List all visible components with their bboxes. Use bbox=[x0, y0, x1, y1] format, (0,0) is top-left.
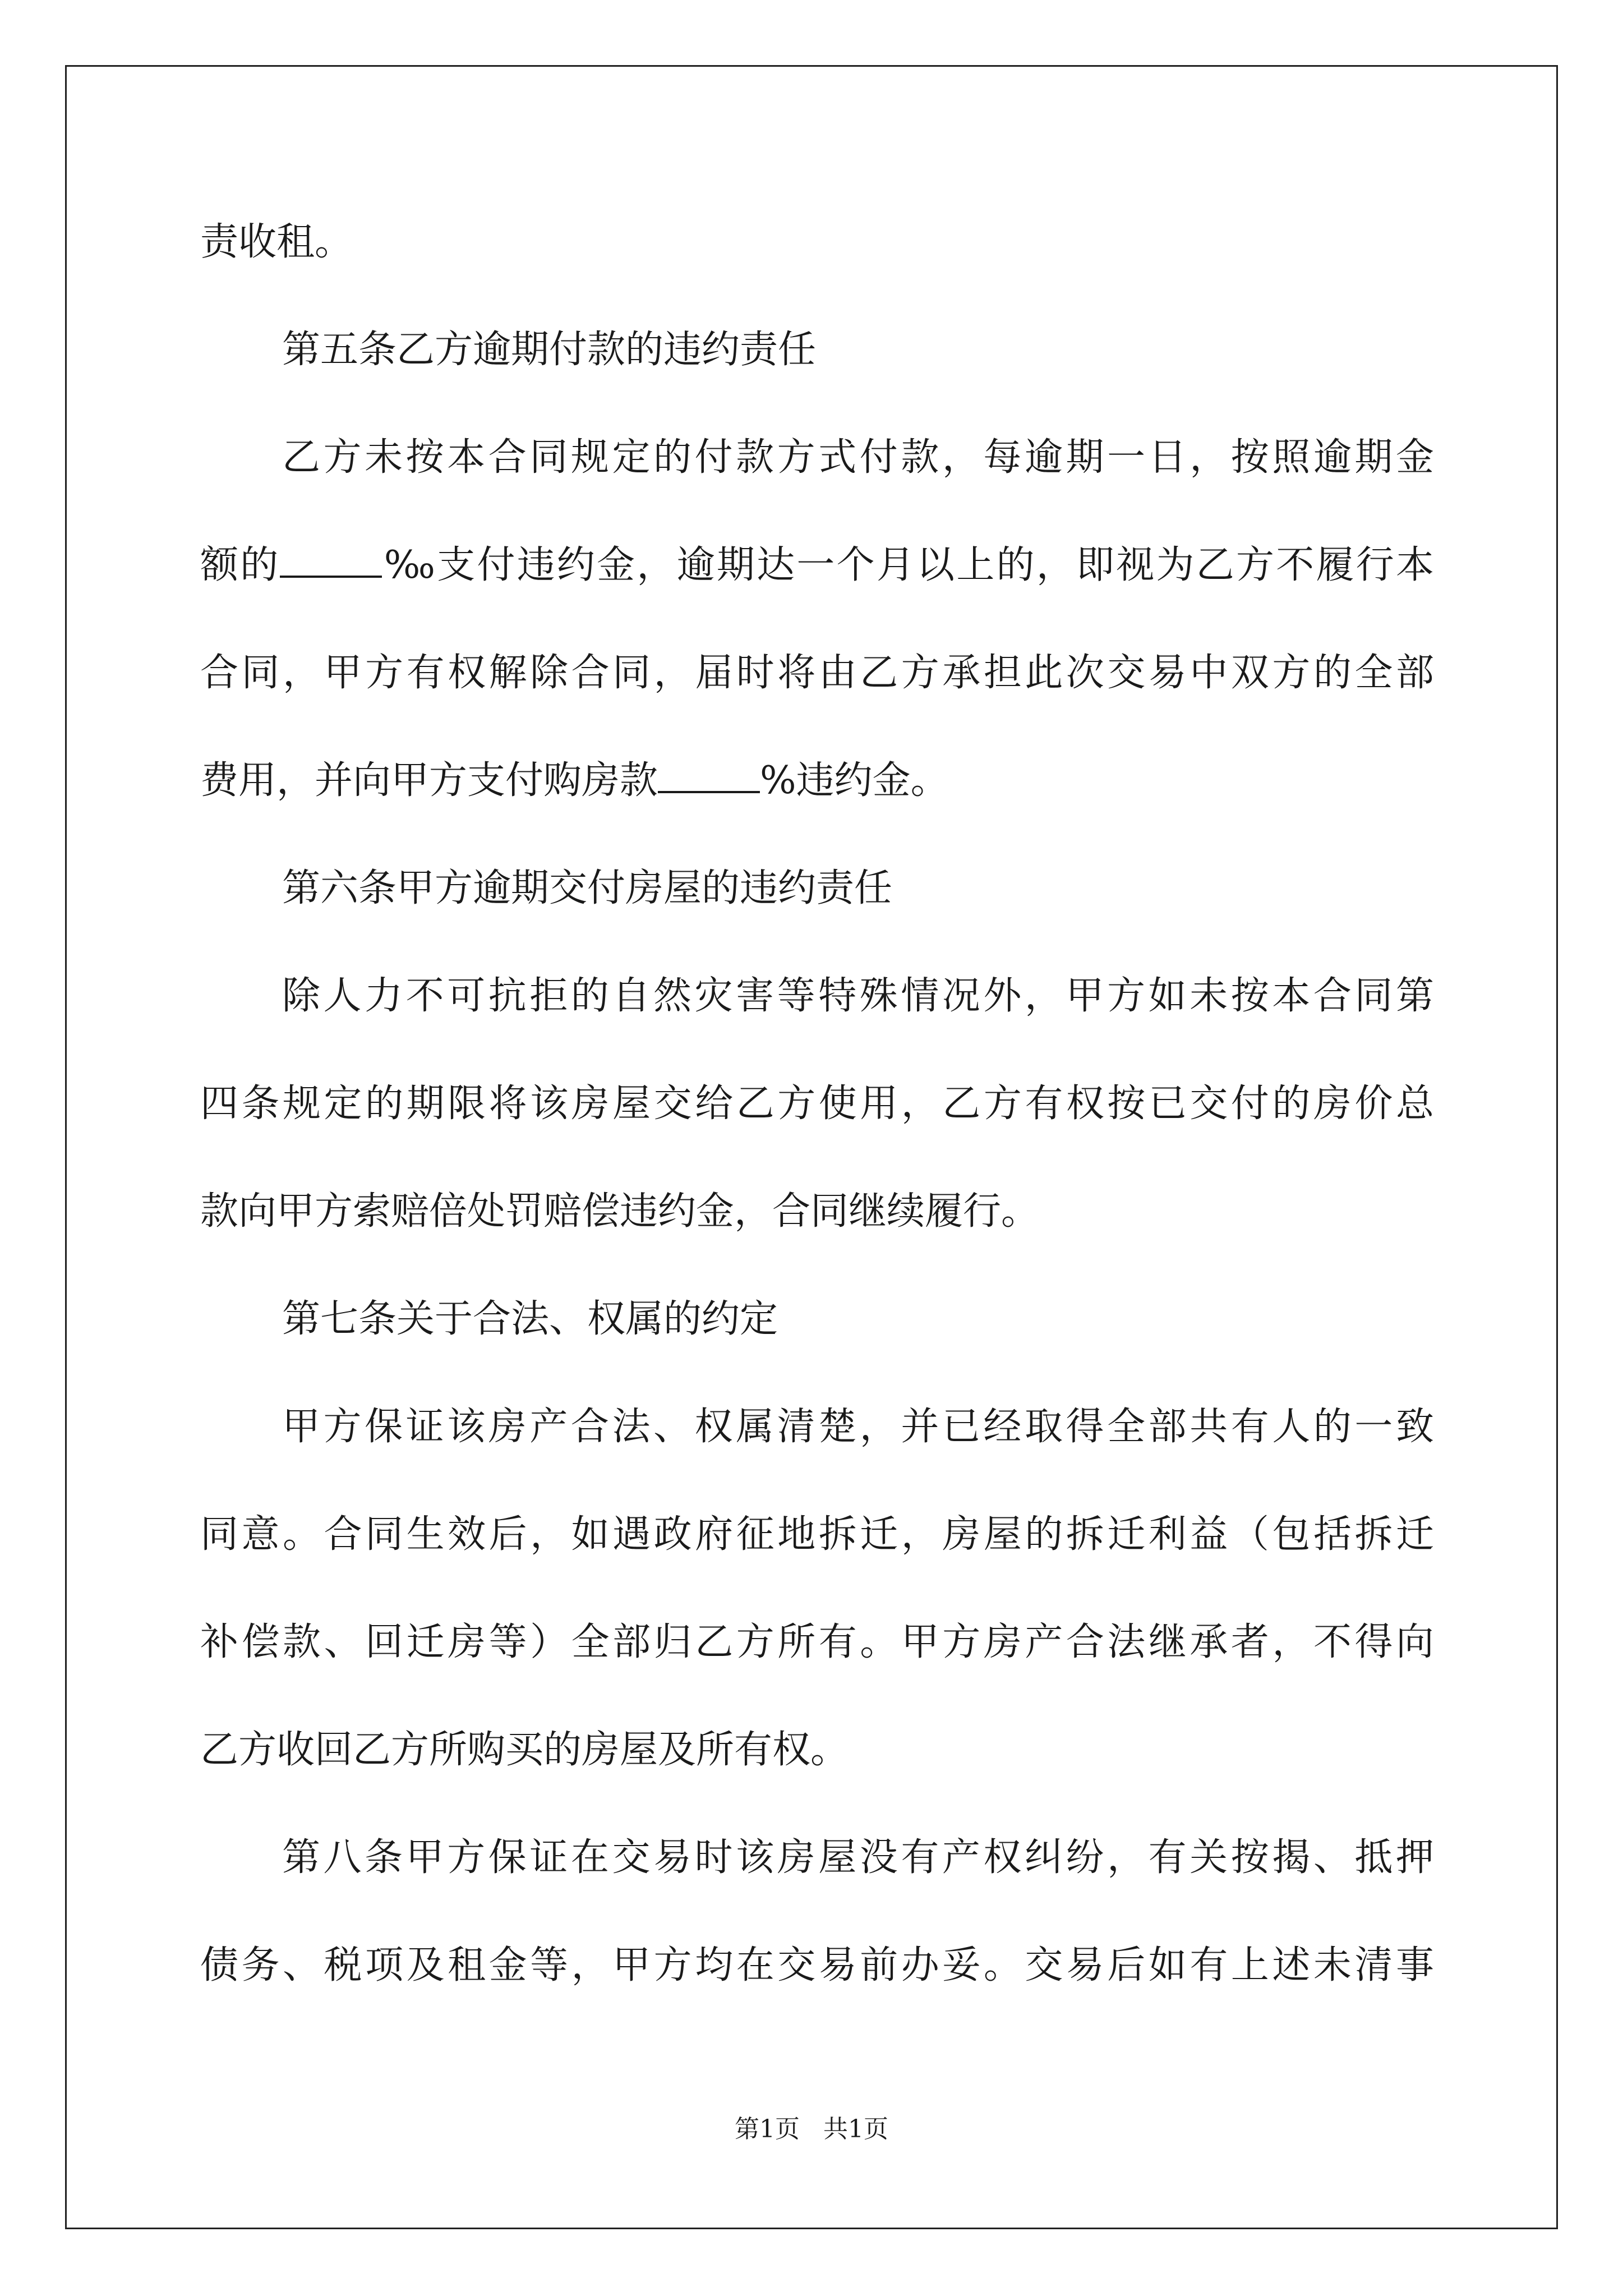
paragraph-line: 债务、税项及租金等，甲方均在交易前办妥。交易后如有上述未清事 bbox=[200, 1943, 1434, 1987]
paragraph-line: 乙方收回乙方所购买的房屋及所有权。 bbox=[200, 1728, 849, 1772]
text-before-blank: 费用，并向甲方支付购房款 bbox=[200, 758, 658, 803]
section-heading-7: 第七条关于合法、权属的约定 bbox=[282, 1297, 778, 1341]
paragraph-line: 乙方未按本合同规定的付款方式付款，每逾期一日，按照逾期金 bbox=[282, 435, 1434, 480]
page-number-footer: 第1页 共1页 bbox=[735, 2115, 888, 2143]
fill-in-blank bbox=[280, 542, 382, 578]
paragraph-line: 合同，甲方有权解除合同，届时将由乙方承担此次交易中双方的全部 bbox=[200, 651, 1434, 695]
paragraph-line: 同意。合同生效后，如遇政府征地拆迁，房屋的拆迁利益（包括拆迁 bbox=[200, 1512, 1434, 1557]
paragraph-line: 补偿款、回迁房等）全部归乙方所有。甲方房产合法继承者，不得向 bbox=[200, 1620, 1434, 1664]
paragraph-line: 责收租。 bbox=[200, 220, 353, 264]
page-border bbox=[65, 65, 1558, 2229]
text-before-blank: 额的 bbox=[200, 543, 280, 587]
paragraph-line: 款向甲方索赔倍处罚赔偿违约金，合同继续履行。 bbox=[200, 1189, 1040, 1234]
text-after-blank: ‰支付违约金，逾期达一个月以上的，即视为乙方不履行本 bbox=[382, 543, 1434, 587]
paragraph-line: 除人力不可抗拒的自然灾害等特殊情况外，甲方如未按本合同第 bbox=[282, 974, 1434, 1018]
fill-in-blank bbox=[658, 757, 760, 793]
paragraph-line-with-blank bbox=[200, 532, 1434, 599]
paragraph-line: 甲方保证该房产合法、权属清楚，并已经取得全部共有人的一致 bbox=[282, 1405, 1434, 1449]
paragraph-line-with-blank bbox=[200, 747, 949, 815]
paragraph-line: 四条规定的期限将该房屋交给乙方使用，乙方有权按已交付的房价总 bbox=[200, 1082, 1434, 1126]
section-heading-6: 第六条甲方逾期交付房屋的违约责任 bbox=[282, 866, 893, 910]
section-heading-8: 第八条甲方保证在交易时该房屋没有产权纠纷，有关按揭、抵押 bbox=[282, 1835, 1434, 1880]
section-heading-5: 第五条乙方逾期付款的违约责任 bbox=[282, 328, 817, 372]
text-after-blank: %违约金。 bbox=[760, 758, 949, 803]
